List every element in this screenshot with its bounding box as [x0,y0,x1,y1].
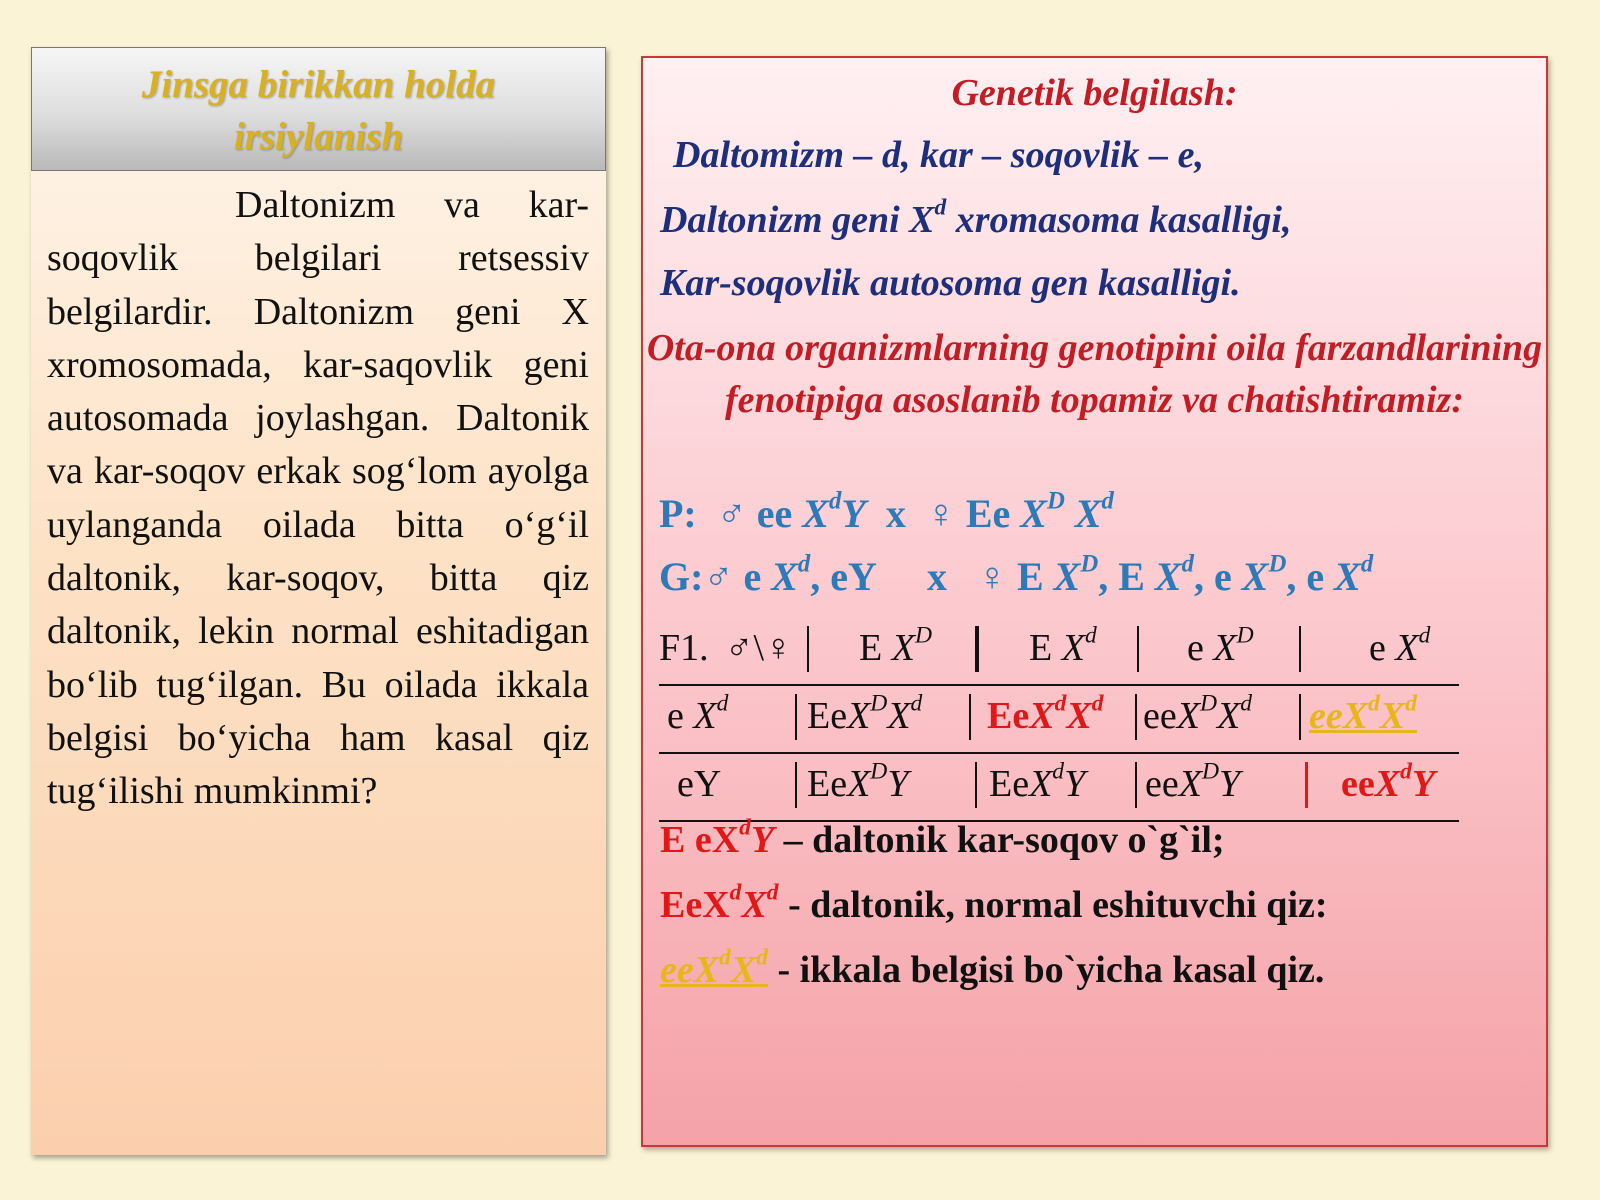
conclusion-daughter-colorblind: $EeX^dX^d$ - daltonik, normal eshituvchi qiz: [660,879,1328,926]
cross-sign: x [926,554,947,599]
female-icon: ♀ [976,554,1007,599]
notation-line-3: Kar-soqovlik autosoma gen kasalligi. [660,262,1241,304]
solution-title: Genetik belgilash: [951,72,1238,114]
female-icon: ♀ [925,491,956,536]
conclusion-son: E $eX^dY$ – daltonik kar-soqov o`g`il; [660,814,1225,861]
notation-line-2-sup: d [934,194,947,221]
parents-label: P: [659,491,697,536]
notation-line-2 [660,194,1292,242]
problem-title-box [31,47,606,171]
problem-text: Daltonizm va kar-soqovlik belgilari retsessiv belgilardir. Daltonizm geni X xromosomada, kar-saqovlik geni autosomada joylashgan. Daltonik va kar-soqov erkak sog‘lom ayolga uylanganda oilada bitta o‘g‘il daltonik, kar-soqov, bitta qiz daltonik, lekin normal eshitadigan bo‘lib tug‘ilgan. Bu oilada ikkala belgisi bo‘yicha ham kasal qiz tug‘ilishi mumkinmi? [47,184,589,813]
conclusion-daughter-both: $eeX^dX^d$ - ikkala belgisi bo`yicha kasal qiz. [660,944,1325,991]
problem-panel [31,47,606,1155]
notation-line-2-end: xromasoma kasalligi, [946,199,1292,241]
punnett-table [659,618,1459,822]
punnett-header-row: F1. ♂\♀ E $X^D$ E $X^d$ e $X^D$ e $X^d$ [659,618,1459,686]
notation-line-2-start: Daltonizm geni X [660,199,935,241]
male-icon: ♂ [703,554,734,599]
problem-title: Jinsga birikkan holda irsiylanish [141,63,496,158]
gametes-label: G: [659,554,704,599]
solution-panel [641,56,1548,1147]
notation-line-1: Daltomizm – d, kar – soqovlik – e, [673,134,1204,176]
f1-corner: ♂\♀ [725,627,793,669]
male-icon: ♂ [716,491,747,536]
punnett-row-eXd: e $X^d$ $EeX^DX^d$ $EeX^dX^d$ $eeX^DX^d$ $eeX^dX^d$ [659,686,1459,754]
f1-label: F1. [659,627,709,669]
parents-line: P: ♂ ee $X^dY$ x ♀ Ee $X^D$ $X^d$ [659,487,1114,536]
cross-sign: x [885,491,906,536]
instruction-text: Ota-ona organizmlarning genotipini oila farzandlarining fenotipiga asoslanib topamiz va chatishtiramiz: [646,327,1543,421]
punnett-row-eY: eY EeX$^D$Y EeX$^d$Y eeX$^D$Y eeX$^d$Y [659,754,1459,822]
gametes-line: G:♂ e $X^d$, eY x ♀ E $X^D$, E $X^d$, e $X^D$, e $X^d$ [659,550,1374,599]
